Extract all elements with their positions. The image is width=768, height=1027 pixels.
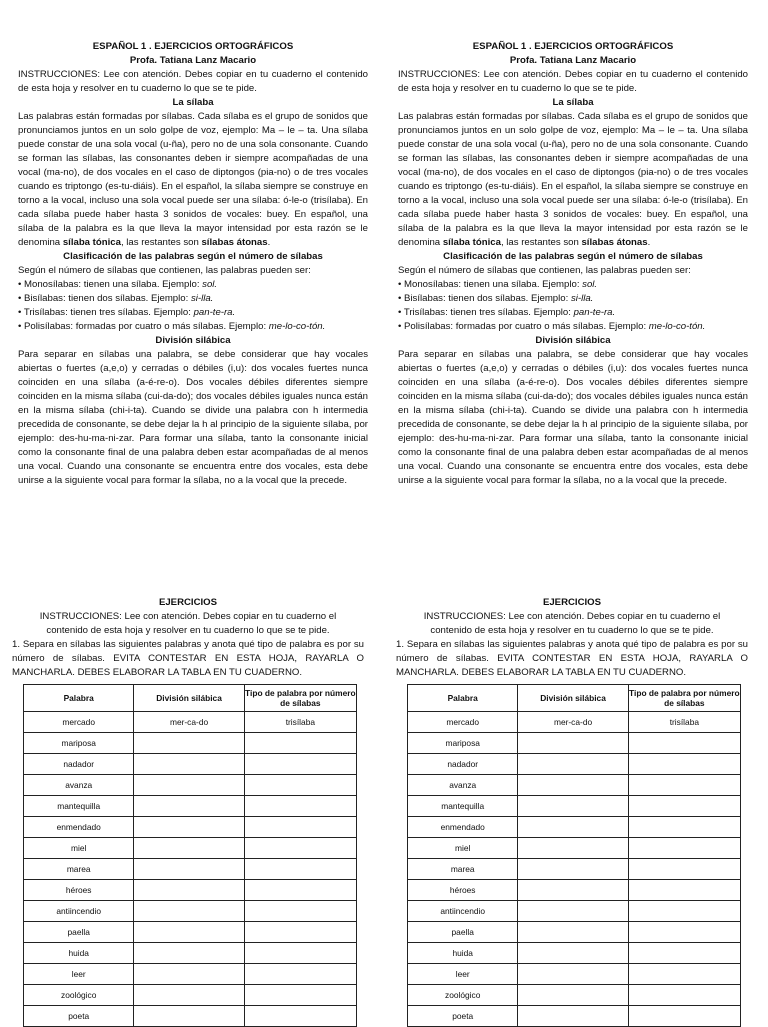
col-header-type: Tipo de palabra por número de sílabas: [628, 685, 740, 712]
table-body: [408, 712, 741, 1027]
syllable-paragraph: Las palabras están formadas por sílabas. Cada sílaba es el grupo de sonidos que pronunciamos juntos en un solo golpe de voz, ejemplo: Ma – le – ta. Una sílaba puede constar de una sola vocal (u-ña), pero no de una sola consonante. Cuando se forman las sílabas, las consonantes deben ir siempre acompañadas de una vocal (ma-no), de dos vocales en el caso de diptongos (pia-no) o de tres vocales cuando es triptongo (es-tu-diáis). En el español, la sílaba siempre se construye en torno a la vocal, incluso una sola vocal puede ser una sílaba: ó-le-o (trisílaba). En cada sílaba puede haber hasta 3 sonidos de vocales: buey. En español, una sílaba de la palabra es la que lleva la mayor intensidad por esta razón se le denomina sílaba tónica, las restantes son sílabas átonas.: [18, 111, 368, 248]
cell-division: [134, 796, 244, 817]
cell-word: poeta: [24, 1006, 134, 1027]
classification-item: • Bisílabas: tienen dos sílabas. Ejemplo: si-lla.: [398, 293, 594, 304]
cell-type: [628, 880, 740, 901]
cell-word: zoológico: [24, 985, 134, 1006]
table-row: [408, 880, 741, 901]
instructions: INSTRUCCIONES: Lee con atención. Debes copiar en tu cuaderno el contenido de esta hoja y resolver en tu cuaderno lo que se te pide.: [18, 69, 368, 94]
table-row: [408, 943, 741, 964]
classification-item: • Bisílabas: tienen dos sílabas. Ejemplo: si-lla.: [18, 293, 214, 304]
cell-word: nadador: [408, 754, 518, 775]
table-row: [24, 922, 357, 943]
cell-division: [134, 964, 244, 985]
table-row: [408, 754, 741, 775]
table-row: [24, 880, 357, 901]
cell-word: zoológico: [408, 985, 518, 1006]
cell-type: [628, 817, 740, 838]
table-row: [408, 901, 741, 922]
division-heading: División silábica: [535, 335, 611, 346]
table-row: [24, 712, 357, 733]
exercises-heading: EJERCICIOS: [542, 597, 602, 608]
cell-word: mercado: [408, 712, 518, 733]
cell-division: [134, 1006, 244, 1027]
cell-type: [244, 796, 356, 817]
cell-division: [134, 943, 244, 964]
cell-division: [518, 1006, 628, 1027]
table-row: [408, 775, 741, 796]
cell-type: [628, 838, 740, 859]
table-row: [408, 838, 741, 859]
cell-type: [628, 754, 740, 775]
cell-word: enmendado: [24, 817, 134, 838]
table-body: [24, 712, 357, 1027]
cell-division: [518, 754, 628, 775]
cell-type: [628, 859, 740, 880]
cell-word: huida: [408, 943, 518, 964]
cell-division: mer-ca-do: [134, 712, 244, 733]
table-row: [24, 754, 357, 775]
cell-type: [628, 922, 740, 943]
cell-word: leer: [24, 964, 134, 985]
table-row: [24, 775, 357, 796]
classification-item: • Monosílabas: tienen una sílaba. Ejemplo: sol.: [398, 279, 598, 290]
cell-type: trisílaba: [244, 712, 356, 733]
table-header-row: [24, 685, 357, 712]
cell-type: trisílaba: [628, 712, 740, 733]
cell-type: [244, 1006, 356, 1027]
cell-type: [628, 943, 740, 964]
table-row: [24, 943, 357, 964]
table-row: [24, 985, 357, 1006]
table-row: [24, 859, 357, 880]
table-row: [24, 733, 357, 754]
cell-division: [518, 838, 628, 859]
cell-division: [134, 775, 244, 796]
table-row: [408, 922, 741, 943]
cell-division: [518, 775, 628, 796]
cell-division: [134, 733, 244, 754]
teacher-name: Profa. Tatiana Lanz Macario: [129, 55, 257, 66]
cell-division: [518, 733, 628, 754]
teacher-name: Profa. Tatiana Lanz Macario: [509, 55, 637, 66]
division-paragraph: Para separar en sílabas una palabra, se debe considerar que hay vocales abiertas o fuertes (a,e,o) y cerradas o débiles (i,u): dos vocales fuertes nunca coinciden en una sílaba (a-é-re-o). Dos vocales débiles diferentes siempre coinciden en la misma sílaba (cui-da-do); dos vocales débiles iguales nunca están en la misma sílaba (chi-i-ta). Cuando se divide una palabra con h intermedia precedida de consonante, se debe dejar la h al principio de la siguiente sílaba, por ejemplo: des-hu-ma-ni-zar. Para formar una sílaba, tanto la consonante inicial como la consonante final de una palabra deben estar acompañadas de al menos una vocal. Cuando una consonante se encuentra entre dos vocales, esta debe unirse a la siguiente vocal para formar la sílaba, no a la vocal que la precede.: [18, 349, 368, 486]
table-row: [408, 817, 741, 838]
cell-type: [244, 838, 356, 859]
table-row: [24, 796, 357, 817]
exercises-left: [12, 596, 364, 1027]
cell-division: [518, 817, 628, 838]
exercises-task: 1. Separa en sílabas las siguientes palabras y anota qué tipo de palabra es por su número de sílabas. EVITA CONTESTAR EN ESTA HOJA, RAYARLA O MANCHARLA. DEBES ELABORAR LA TABLA EN TU CUADERNO.: [12, 639, 364, 678]
theory-section-left: [18, 40, 368, 488]
cell-division: [518, 985, 628, 1006]
table-row: [408, 712, 741, 733]
exercises-instructions: INSTRUCCIONES: Lee con atención. Debes copiar en tu cuaderno el contenido de esta hoja y resolver en tu cuaderno lo que se te pide.: [39, 611, 337, 636]
col-header-division: División silábica: [134, 685, 244, 712]
cell-word: nadador: [24, 754, 134, 775]
cell-division: [518, 901, 628, 922]
table-row: [408, 733, 741, 754]
classification-item: • Monosílabas: tienen una sílaba. Ejemplo: sol.: [18, 279, 218, 290]
table-row: [408, 796, 741, 817]
division-heading: División silábica: [155, 335, 231, 346]
table-row: [24, 1006, 357, 1027]
classification-intro: Según el número de sílabas que contienen, las palabras pueden ser:: [398, 265, 691, 276]
cell-division: [134, 859, 244, 880]
syllable-heading: La sílaba: [552, 97, 594, 108]
cell-word: héroes: [24, 880, 134, 901]
cell-word: mariposa: [408, 733, 518, 754]
table-row: [24, 964, 357, 985]
cell-type: [244, 817, 356, 838]
cell-type: [244, 775, 356, 796]
cell-type: [628, 775, 740, 796]
cell-word: paella: [408, 922, 518, 943]
cell-division: [134, 817, 244, 838]
cell-word: mariposa: [24, 733, 134, 754]
cell-word: enmendado: [408, 817, 518, 838]
doc-title: ESPAÑOL 1 . EJERCICIOS ORTOGRÁFICOS: [92, 41, 294, 52]
col-header-division: División silábica: [518, 685, 628, 712]
cell-division: [134, 838, 244, 859]
cell-word: mercado: [24, 712, 134, 733]
exercises-heading: EJERCICIOS: [158, 597, 218, 608]
cell-word: miel: [408, 838, 518, 859]
classification-item: • Polisílabas: formadas por cuatro o más sílabas. Ejemplo: me-lo-co-tón.: [18, 321, 326, 332]
col-header-word: Palabra: [408, 685, 518, 712]
exercises-task: 1. Separa en sílabas las siguientes palabras y anota qué tipo de palabra es por su número de sílabas. EVITA CONTESTAR EN ESTA HOJA, RAYARLA O MANCHARLA. DEBES ELABORAR LA TABLA EN TU CUADERNO.: [396, 639, 748, 678]
division-paragraph: Para separar en sílabas una palabra, se debe considerar que hay vocales abiertas o fuertes (a,e,o) y cerradas o débiles (i,u): dos vocales fuertes nunca coinciden en una sílaba (a-é-re-o). Dos vocales débiles diferentes siempre coinciden en la misma sílaba (cui-da-do); dos vocales débiles iguales nunca están en la misma sílaba (chi-i-ta). Cuando se divide una palabra con h intermedia precedida de consonante, se debe dejar la h al principio de la siguiente sílaba, por ejemplo: des-hu-ma-ni-zar. Para formar una sílaba, tanto la consonante inicial como la consonante final de una palabra deben estar acompañadas de al menos una vocal. Cuando una consonante se encuentra entre dos vocales, esta debe unirse a la siguiente vocal para formar la sílaba, no a la vocal que la precede.: [398, 349, 748, 486]
table-row: [408, 964, 741, 985]
cell-word: héroes: [408, 880, 518, 901]
cell-division: [134, 901, 244, 922]
exercises-instructions: INSTRUCCIONES: Lee con atención. Debes copiar en tu cuaderno el contenido de esta hoja y resolver en tu cuaderno lo que se te pide.: [423, 611, 721, 636]
cell-word: marea: [24, 859, 134, 880]
cell-type: [628, 901, 740, 922]
classification-item: • Polisílabas: formadas por cuatro o más sílabas. Ejemplo: me-lo-co-tón.: [398, 321, 706, 332]
table-row: [408, 859, 741, 880]
cell-word: antiincendio: [24, 901, 134, 922]
cell-type: [244, 754, 356, 775]
cell-word: leer: [408, 964, 518, 985]
table-row: [24, 838, 357, 859]
cell-word: poeta: [408, 1006, 518, 1027]
classification-item: • Trisílabas: tienen tres sílabas. Ejemplo: pan-te-ra.: [18, 307, 236, 318]
cell-word: avanza: [24, 775, 134, 796]
cell-type: [628, 733, 740, 754]
cell-division: [518, 880, 628, 901]
cell-word: mantequilla: [408, 796, 518, 817]
col-header-type: Tipo de palabra por número de sílabas: [244, 685, 356, 712]
exercise-table: [23, 684, 357, 1027]
syllable-heading: La sílaba: [172, 97, 214, 108]
cell-division: [518, 922, 628, 943]
cell-type: [628, 985, 740, 1006]
classification-heading: Clasificación de las palabras según el número de sílabas: [443, 251, 703, 262]
cell-division: [518, 796, 628, 817]
cell-type: [628, 1006, 740, 1027]
cell-type: [244, 880, 356, 901]
table-header-row: [408, 685, 741, 712]
cell-type: [244, 733, 356, 754]
table-row: [408, 985, 741, 1006]
table-row: [24, 901, 357, 922]
cell-division: [134, 922, 244, 943]
cell-word: huida: [24, 943, 134, 964]
classification-item: • Trisílabas: tienen tres sílabas. Ejemplo: pan-te-ra.: [398, 307, 616, 318]
cell-type: [628, 964, 740, 985]
doc-title: ESPAÑOL 1 . EJERCICIOS ORTOGRÁFICOS: [472, 41, 674, 52]
cell-word: miel: [24, 838, 134, 859]
table-row: [408, 1006, 741, 1027]
cell-word: mantequilla: [24, 796, 134, 817]
cell-type: [244, 922, 356, 943]
cell-type: [244, 859, 356, 880]
cell-type: [244, 985, 356, 1006]
exercise-table: [407, 684, 741, 1027]
exercises-right: [396, 596, 748, 1027]
cell-word: marea: [408, 859, 518, 880]
cell-type: [628, 796, 740, 817]
cell-word: antiincendio: [408, 901, 518, 922]
cell-division: [134, 880, 244, 901]
cell-division: [518, 859, 628, 880]
cell-type: [244, 943, 356, 964]
cell-word: avanza: [408, 775, 518, 796]
classification-intro: Según el número de sílabas que contienen, las palabras pueden ser:: [18, 265, 311, 276]
cell-division: [134, 985, 244, 1006]
cell-word: paella: [24, 922, 134, 943]
theory-section-right: [398, 40, 748, 488]
cell-division: [518, 964, 628, 985]
cell-type: [244, 901, 356, 922]
instructions: INSTRUCCIONES: Lee con atención. Debes copiar en tu cuaderno el contenido de esta hoja y resolver en tu cuaderno lo que se te pide.: [398, 69, 748, 94]
cell-type: [244, 964, 356, 985]
col-header-word: Palabra: [24, 685, 134, 712]
cell-division: [134, 754, 244, 775]
cell-division: [518, 943, 628, 964]
table-row: [24, 817, 357, 838]
classification-heading: Clasificación de las palabras según el número de sílabas: [63, 251, 323, 262]
syllable-paragraph: Las palabras están formadas por sílabas. Cada sílaba es el grupo de sonidos que pronunciamos juntos en un solo golpe de voz, ejemplo: Ma – le – ta. Una sílaba puede constar de una sola vocal (u-ña), pero no de una sola consonante. Cuando se forman las sílabas, las consonantes deben ir siempre acompañadas de una vocal (ma-no), de dos vocales en el caso de diptongos (pia-no) o de tres vocales cuando es triptongo (es-tu-diáis). En el español, la sílaba siempre se construye en torno a la vocal, incluso una sola vocal puede ser una sílaba: ó-le-o (trisílaba). En cada sílaba puede haber hasta 3 sonidos de vocales: buey. En español, una sílaba de la palabra es la que lleva la mayor intensidad por esta razón se le denomina sílaba tónica, las restantes son sílabas átonas.: [398, 111, 748, 248]
cell-division: mer-ca-do: [518, 712, 628, 733]
